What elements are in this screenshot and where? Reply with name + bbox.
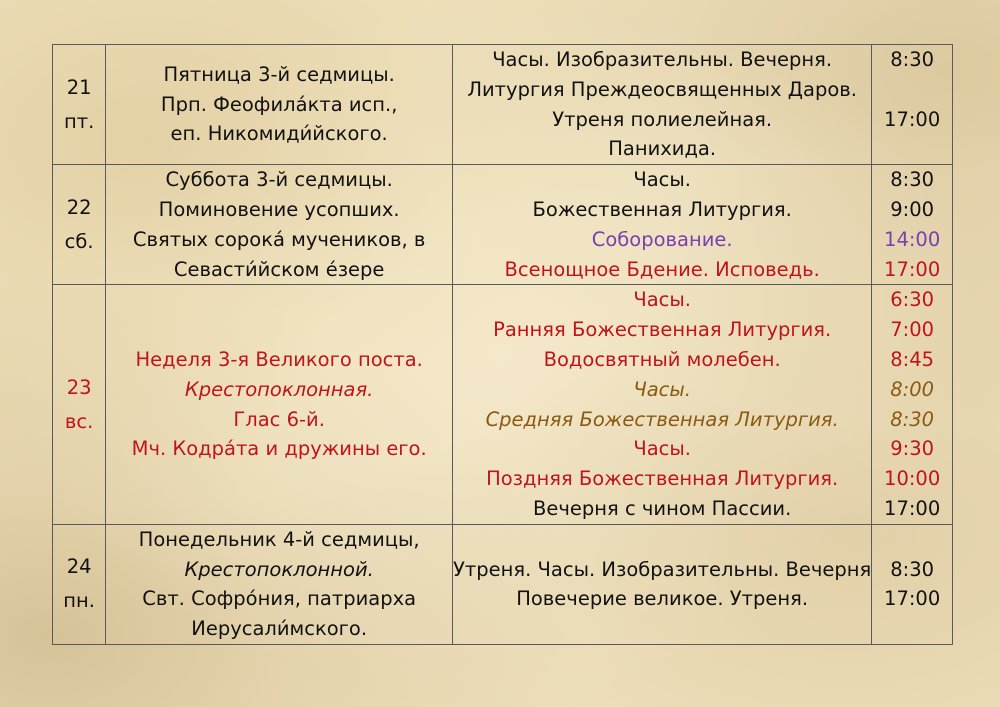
services-cell (453, 165, 872, 285)
times-line: 17:00 (884, 257, 941, 281)
feast-cell (106, 45, 453, 165)
services-line: Панихида. (608, 137, 717, 161)
feast-line: Крестопоклонной. (184, 557, 374, 581)
feast-line: Глас 6-й. (233, 407, 325, 431)
times-line: 9:00 (890, 197, 935, 221)
feast-line: Суббота 3-й седмицы. (165, 168, 393, 192)
times-line: 6:30 (890, 288, 935, 312)
feast-line: Крестопоклонная. (184, 377, 374, 401)
services-line: Часы. (633, 377, 691, 401)
services-line: Всенощное Бдение. Исповедь. (504, 257, 820, 281)
feast-line: Святых сорока́ мучеников, в (132, 227, 426, 251)
feast-line: Иерусали́мского. (191, 617, 368, 641)
services-line: Утреня. Часы. Изобразительны. Вечерня (453, 557, 872, 581)
services-line: Часы. (633, 437, 691, 461)
table-row (53, 524, 953, 644)
weekday: пт. (63, 109, 95, 133)
table-row (53, 165, 953, 285)
times-line: 8:30 (890, 407, 935, 431)
schedule-body (53, 45, 953, 645)
schedule-table (52, 44, 953, 645)
times-line: 10:00 (884, 467, 941, 491)
feast-line: Свт. Софро́ния, патриарха (142, 587, 417, 611)
services-line: Божественная Литургия. (532, 197, 792, 221)
weekday: сб. (64, 229, 94, 253)
times-line: 17:00 (884, 107, 941, 131)
services-line: Водосвятный молебен. (543, 347, 781, 371)
table-row (53, 45, 953, 165)
services-line: Повечерие великое. Утреня. (516, 587, 809, 611)
table-row (53, 285, 953, 524)
services-line: Часы. (633, 168, 691, 192)
services-cell (453, 285, 872, 524)
feast-line: Пятница 3-й седмицы. (163, 62, 395, 86)
services-line: Литургия Преждеосвященных Даров. (467, 77, 857, 101)
weekday: вс. (64, 409, 94, 433)
times-line: 8:30 (890, 48, 935, 71)
times-line: 9:30 (890, 437, 935, 461)
date-cell (53, 165, 106, 285)
feast-line: Прп. Феофила́кта исп., (160, 92, 398, 116)
services-line: Средняя Божественная Литургия. (485, 407, 839, 431)
day-number: 22 (66, 195, 92, 219)
services-line: Вечерня с чином Пассии. (533, 496, 792, 520)
times-line: 8:00 (890, 377, 935, 401)
times-line: 14:00 (884, 227, 941, 251)
services-line: Соборование. (591, 227, 733, 251)
services-cell (453, 45, 872, 165)
feast-line: Понедельник 4-й седмицы, (138, 527, 420, 551)
times-line: 8:30 (890, 557, 935, 581)
weekday: пн. (63, 589, 95, 613)
feast-cell (106, 524, 453, 644)
day-number: 23 (66, 375, 92, 399)
services-line: Поздняя Божественная Литургия. (486, 467, 839, 491)
date-cell (53, 45, 106, 165)
date-cell (53, 285, 106, 524)
times-cell (872, 285, 953, 524)
date-cell (53, 524, 106, 644)
times-cell (872, 45, 953, 165)
day-number: 21 (66, 75, 92, 99)
times-cell (872, 165, 953, 285)
services-line: Утреня полиелейная. (552, 107, 773, 131)
times-line: 8:30 (890, 168, 935, 192)
services-line: Часы. (633, 288, 691, 312)
feast-line: еп. Никомиди́йского. (170, 122, 388, 146)
feast-cell (106, 165, 453, 285)
feast-line: Неделя 3-я Великого поста. (135, 347, 423, 371)
services-line: Ранняя Божественная Литургия. (493, 318, 832, 342)
feast-line: Севасти́йском е́зере (173, 257, 385, 281)
times-line: 17:00 (884, 496, 941, 520)
times-line: 17:00 (884, 587, 941, 611)
times-line (872, 75, 952, 105)
day-number: 24 (66, 555, 92, 579)
times-line: 8:45 (890, 347, 935, 371)
feast-cell (106, 285, 453, 524)
services-line: Часы. Изобразительны. Вечерня. (492, 48, 833, 71)
services-cell (453, 524, 872, 644)
feast-line: Поминовение усопших. (158, 197, 400, 221)
times-line: 7:00 (890, 318, 935, 342)
times-cell (872, 524, 953, 644)
feast-line: Мч. Кодра́та и дружины его. (131, 437, 427, 461)
